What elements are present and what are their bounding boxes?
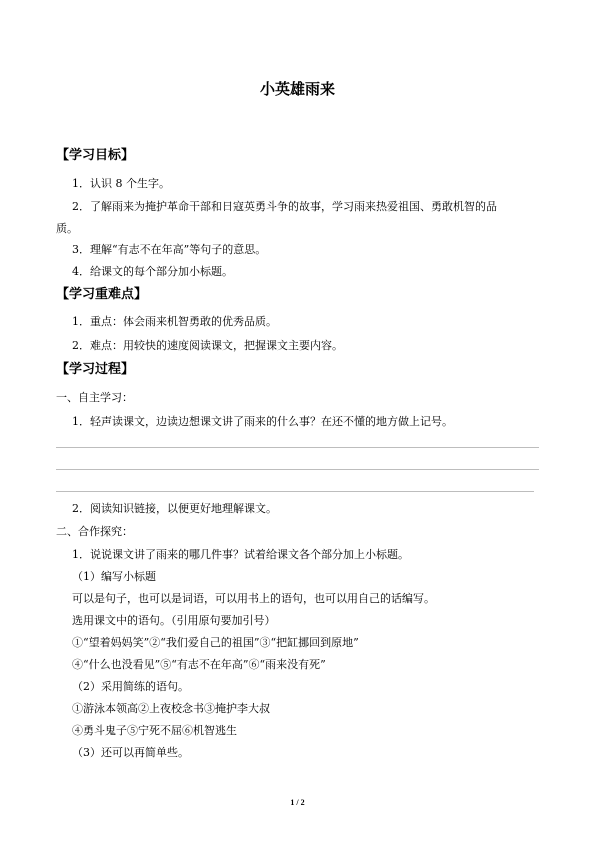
quote-titles-row-2: ④“什么也没看见”⑤“有志不在年高”⑥“雨来没有死” xyxy=(72,658,326,671)
subheading-write-titles: （1）编写小标题 xyxy=(72,570,156,583)
subheading-concise: （2）采用简练的语句。 xyxy=(72,680,189,693)
process-task-2: 2．阅读知识链接，以便更好地理解课文。 xyxy=(72,502,277,515)
answer-line-2 xyxy=(56,469,539,470)
document-title: 小英雄雨来 xyxy=(259,80,335,98)
process-task-1: 1．轻声读课文，边读边想课文讲了雨来的什么事？在还不懂的地方做上记号。 xyxy=(72,415,453,428)
process-part-1-label: 一、自主学习： xyxy=(56,391,133,404)
goal-item-2: 2．了解雨来为掩护革命干部和日寇英勇斗争的故事，学习雨来热爱祖国、勇敢机智的品 xyxy=(72,200,497,213)
goal-item-3: 3．理解“有志不在年高”等句子的意思。 xyxy=(72,243,267,256)
concise-titles-row-1: ①游泳本领高②上夜校念书③掩护李大叔 xyxy=(72,702,270,715)
section-heading-goals: 【学习目标】 xyxy=(56,148,135,163)
quote-titles-row-1: ①“望着妈妈笑”②“我们爱自己的祖国”③“把缸挪回到原地” xyxy=(72,636,359,649)
goal-item-2-continued: 质。 xyxy=(56,222,78,235)
instruction-line: 可以是句子，也可以是词语，可以用书上的语句，也可以用自己的话编写。 xyxy=(72,592,435,605)
section-heading-process: 【学习过程】 xyxy=(56,362,135,377)
section-heading-key-points: 【学习重难点】 xyxy=(56,287,148,302)
subheading-simpler: （3）还可以再简单些。 xyxy=(72,746,189,759)
key-point-item-2: 2．难点：用较快的速度阅读课文，把握课文主要内容。 xyxy=(72,339,343,352)
goal-item-4: 4．给课文的每个部分加小标题。 xyxy=(72,265,233,278)
answer-line-3 xyxy=(56,491,534,492)
process-part-2-label: 二、合作探究： xyxy=(56,525,133,538)
instruction-quote-line: 选用课文中的语句。（引用原句要加引号） xyxy=(72,614,276,627)
concise-titles-row-2: ④勇斗鬼子⑤宁死不屈⑥机智逃生 xyxy=(72,724,237,737)
answer-line-1 xyxy=(56,447,539,448)
cooperative-task-1: 1．说说课文讲了雨来的哪几件事？试着给课文各个部分加上小标题。 xyxy=(72,548,409,561)
goal-item-1: 1．认识 8 个生字。 xyxy=(72,177,170,190)
page-number: 1 / 2 xyxy=(290,798,305,807)
key-point-item-1: 1．重点：体会雨来机智勇敢的优秀品质。 xyxy=(72,315,277,328)
